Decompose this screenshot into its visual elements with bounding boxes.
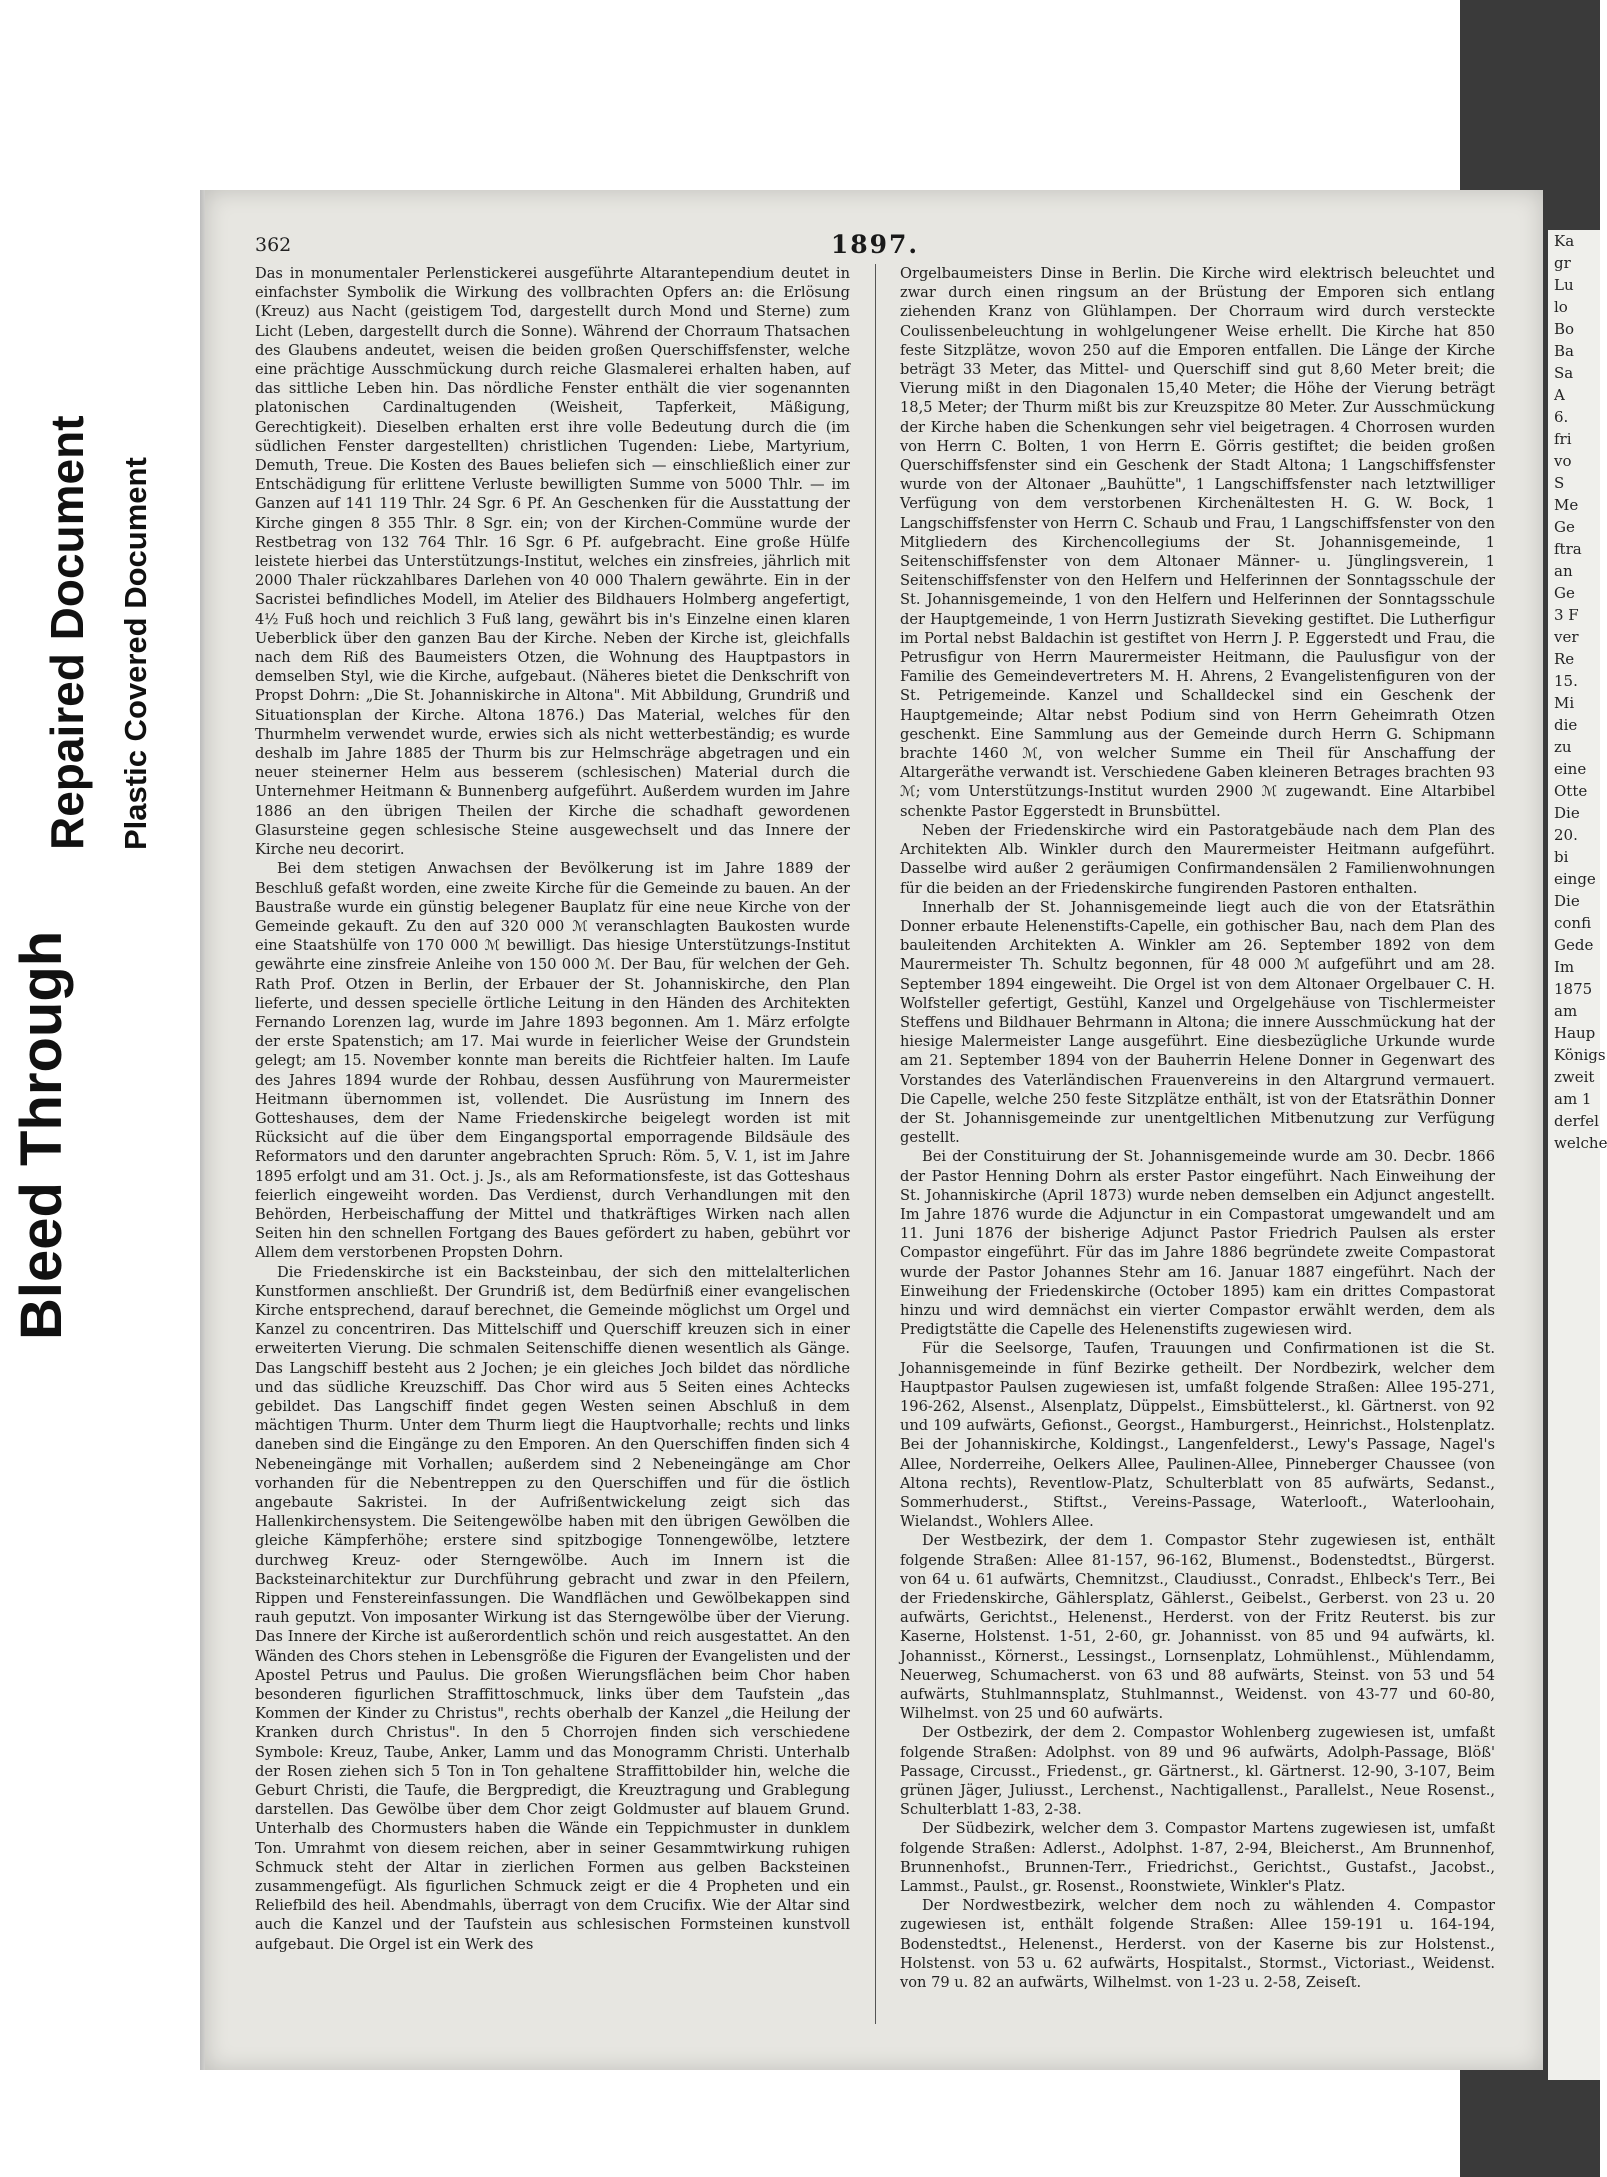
page-number: 362 xyxy=(255,234,292,256)
adjacent-page-line: Königs xyxy=(1554,1046,1606,1064)
adjacent-page-line: Ka xyxy=(1554,232,1575,250)
paragraph: Innerhalb der St. Johannisgemeinde liegt auch die von der Etatsräthin Donner erbaute Helenenstifts-Capelle, ein gothischer Bau, nach dem Plan des bauleitenden Architekten A. Winkler am 26. September 1892 von dem Maurermeister Th. Schultz begonnen, für 48 000 ℳ aufgeführt und am 28. September 1894 eingeweiht. Die Orgel ist von dem Altonaer Orgelbauer C. H. Wolfsteller gefertigt, Gestühl, Kanzel und Orgelgehäuse von Tischlermeister Steffens und Bildhauer Behrmann in Altona; die innere Ausschmückung hat der hiesige Malermeister Lange ausgeführt. Eine diesbezügliche Urkunde wurde am 21. September 1894 von der Bauherrin Helene Donner in Gegenwart des Vorstandes des Vaterländischen Frauenvereins in den Altargrund vermauert. Die Capelle, welche 250 feste Sitzplätze enthält, ist von der Etatsräthin Donner der St. Johannisgemeinde zur unentgeltlichen Mitbenutzung zur Verfügung gestellt. xyxy=(900,898,1495,1147)
page-header xyxy=(255,230,1495,264)
paragraph: Neben der Friedenskirche wird ein Pastoratgebäude nach dem Plan des Architekten Alb. Winkler durch den Maurermeister Heitmann aufgeführt. Dasselbe wird außer 2 geräumigen Confirmandensälen 2 Familienwohnungen für die beiden an der Friedenskirche fungirenden Pastoren enthalten. xyxy=(900,821,1495,897)
adjacent-page-line: Ge xyxy=(1554,518,1575,536)
adjacent-page-line: confi xyxy=(1554,914,1592,932)
adjacent-page-line: bi xyxy=(1554,848,1569,866)
adjacent-page-line: welche xyxy=(1554,1134,1607,1152)
left-column xyxy=(255,264,850,2024)
column-divider xyxy=(875,264,876,2024)
adjacent-page-line: Otte xyxy=(1554,782,1588,800)
adjacent-page-line: 1875 xyxy=(1554,980,1593,998)
adjacent-page-line: an xyxy=(1554,562,1573,580)
adjacent-page-line: A xyxy=(1554,386,1565,404)
adjacent-page-line: Die xyxy=(1554,892,1580,910)
right-column xyxy=(900,264,1495,2024)
adjacent-page-line: Haup xyxy=(1554,1024,1596,1042)
adjacent-page-line: Me xyxy=(1554,496,1579,514)
adjacent-page-line: ftra xyxy=(1554,540,1582,558)
adjacent-page-line: S xyxy=(1554,474,1565,492)
adjacent-page-line: 6. xyxy=(1554,408,1569,426)
adjacent-page-fragment xyxy=(1548,230,1607,2080)
label-repaired-document: Repaired Document xyxy=(41,415,93,850)
adjacent-page-line: 15. xyxy=(1554,672,1578,690)
adjacent-page-line: Re xyxy=(1554,650,1575,668)
paragraph: Bei der Constituirung der St. Johannisgemeinde wurde am 30. Decbr. 1866 der Pastor Henning Dohrn als erster Pastor eingeführt. Nach Einweihung der St. Johanniskirche (April 1873) wurde neben demselben ein Adjunct angestellt. Im Jahre 1876 wurde die Adjunctur in ein Compastorat umgewandelt und am 11. Juni 1876 der bisherige Adjunct Pastor Friedrich Paulsen als erster Compastor eingeführt. Für das im Jahre 1886 begründete zweite Compastorat wurde der Pastor Johannes Stehr am 16. Januar 1887 eingeführt. Nach der Einweihung der Friedenskirche (October 1895) kam ein drittes Compastorat hinzu und wird demnächst ein vierter Compastor erwählt werden, dem als Predigtstätte die Capelle des Helenenstifts zugewiesen wird. xyxy=(900,1148,1495,1339)
adjacent-page-line: Gede xyxy=(1554,936,1594,954)
paragraph: Der Westbezirk, der dem 1. Compastor Stehr zugewiesen ist, enthält folgende Straßen: Allee 81-157, 96-162, Blumenst., Bodenstedtst., Bürgerst. von 64 u. 61 aufwärts, Chemnitzst., Claudiusst., Conradst., Ehlbeck's Terr., Bei der Friedenskirche, Gählersplatz, Gählerst., Geibelst., Gerberst. von 23 u. 20 aufwärts, Gerichtst., Helenenst., Herderst. von der Fritz Reuterst. bis zur Kaserne, Holstenst. 1-51, 2-60, gr. Johannisst. von 85 und 94 aufwärts, kl. Johannisst., Körnerst., Lessingst., Lornsenplatz, Lohmühlenst., Mühlendamm, Neuerweg, Schumacherst. von 63 und 88 aufwärts, Steinst. von 53 und 54 aufwärts, Stuhlmannsplatz, Stuhlmannst., Weidenst. von 43-77 und 60-80, Wilhelmst. von 25 und 60 aufwärts. xyxy=(900,1532,1495,1723)
book-page xyxy=(205,190,1543,2070)
paragraph: Der Ostbezirk, der dem 2. Compastor Wohlenberg zugewiesen ist, umfaßt folgende Straßen: Adolphst. von 89 und 96 aufwärts, Adolph-Passage, Blöß' Passage, Circusst., Friedenst., gr. Gärtnerst., kl. Gärtnerst. 12-90, 3-107, Beim grünen Jäger, Juliusst., Lerchenst., Nachtigallenst., Parallelst., Neue Rosenst., Schulterblatt 1-83, 2-38. xyxy=(900,1724,1495,1819)
adjacent-page-line: Im xyxy=(1554,958,1575,976)
adjacent-page-line: zu xyxy=(1554,738,1572,756)
adjacent-page-line: 20. xyxy=(1554,826,1578,844)
page-year-heading: 1897. xyxy=(830,230,920,259)
label-plastic-covered: Plastic Covered Document xyxy=(118,457,153,850)
adjacent-page-line: Ba xyxy=(1554,342,1574,360)
scan-background-top xyxy=(0,0,1600,190)
adjacent-page-line: ver xyxy=(1554,628,1579,646)
adjacent-page-line: einge xyxy=(1554,870,1596,888)
degradation-labels xyxy=(0,190,200,1370)
adjacent-page-line: am 1 xyxy=(1554,1090,1592,1108)
adjacent-page-line: die xyxy=(1554,716,1578,734)
paragraph: Das in monumentaler Perlenstickerei ausgeführte Altarantependium deutet in einfachster Symbolik die Wirkung des vollbrachten Opfers an: die Erlösung (Kreuz) aus Nacht (geistigem Tod, dargestellt durch Mond und Sterne) zum Licht (Leben, dargestellt durch die Sonne). Während der Chorraum Thatsachen des Glaubens andeutet, weisen die beiden großen Querschiffsfenster, welche eine prächtige Ausschmückung durch reiche Glasmalerei erhalten haben, auf das sittliche Leben hin. Das nördliche Fenster enthält die vier sogenannten platonischen Cardinaltugenden (Weisheit, Tapferkeit, Mäßigung, Gerechtigkeit). Dieselben erhalten erst ihre volle Bedeutung durch die (im südlichen Fenster dargestellten) christlichen Tugenden: Liebe, Martyrium, Demuth, Treue. Die Kosten des Baues beliefen sich — einschließlich einer zur Entschädigung für erlittene Verluste bewilligten Summe von 5000 Thlr. — im Ganzen auf 141 119 Thlr. 24 Sgr. 6 Pf. An Geschenken für die Ausstattung der Kirche gingen 8 355 Thlr. 8 Sgr. ein; von der Kirchen-Commüne wurde der Restbetrag von 132 764 Thlr. 16 Sgr. 6 Pf. aufgebracht. Eine große Hülfe leistete hierbei das Unterstützungs-Institut, welches ein zinsfreies, jährlich mit 2000 Thaler rückzahlbares Darlehen von 40 000 Thalern gewährte. Ein in der Sacristei befindliches Modell, im Atelier des Bildhauers Holmberg angefertigt, 4½ Fuß hoch und reichlich 3 Fuß lang, gewährt bis in's Einzelne einen klaren Ueberblick über den ganzen Bau der Kirche. Neben der Kirche ist, gleichfalls nach dem Riß des Baumeisters Otzen, die Wohnung des Hauptpastors in demselben Styl, wie die Kirche, aufgebaut. (Näheres bietet die Denkschrift von Propst Dohrn: „Die St. Johanniskirche in Altona". Mit Abbildung, Grundriß und Situationsplan der Kirche. Altona 1876.) Das Material, welches für den Thurmhelm verwendet wurde, erwies sich als nicht wetterbeständig; es wurde deshalb im Jahre 1885 der Thurm bis zur Helmschräge abgetragen und ein neuer steinerner Helm aus besserem (schlesischen) Material durch die Unternehmer Heitmann & Bunnenberg aufgeführt. Außerdem wurden im Jahre 1886 an den übrigen Theilen der Kirche die schadhaft gewordenen Glasursteine gegen schlesische Steine ausgewechselt und das Innere der Kirche neu decorirt. xyxy=(255,265,850,859)
adjacent-page-line: Sa xyxy=(1554,364,1574,382)
label-bleed-through: Bleed Through xyxy=(9,930,74,1340)
adjacent-page-line: Ge xyxy=(1554,584,1575,602)
paragraph: Der Südbezirk, welcher dem 3. Compastor Martens zugewiesen ist, umfaßt folgende Straßen: Adlerst., Adolphst. 1-87, 2-94, Bleicherst., Am Brunnenhof, Brunnenhofst., Brunnen-Terr., Friedrichst., Gerichtst., Gustafst., Jacobst., Lammst., Paulst., gr. Rosenst., Roonstwiete, Winkler's Platz. xyxy=(900,1820,1495,1896)
adjacent-page-line: eine xyxy=(1554,760,1587,778)
adjacent-page-line: 3 F xyxy=(1554,606,1579,624)
adjacent-page-line: derfel xyxy=(1554,1112,1599,1130)
adjacent-page-line: vo xyxy=(1554,452,1572,470)
adjacent-page-line: Die xyxy=(1554,804,1580,822)
adjacent-page-line: Bo xyxy=(1554,320,1575,338)
adjacent-page-line: fri xyxy=(1554,430,1572,448)
paragraph: Für die Seelsorge, Taufen, Trauungen und Confirmationen ist die St. Johannisgemeinde in fünf Bezirke getheilt. Der Nordbezirk, welcher dem Hauptpastor Paulsen zugewiesen ist, umfaßt folgende Straßen: Allee 195-271, 196-262, Alsenst., Alsenplatz, Düppelst., Eimsbüttelerst., kl. Gärtnerst. von 92 und 109 aufwärts, Gefionst., Georgst., Hamburgerst., Heinrichst., Holstenplatz. Bei der Johanniskirche, Koldingst., Langenfelderst., Lewy's Passage, Nagel's Allee, Norderreihe, Oelkers Allee, Paulinen-Allee, Pinneberger Chaussee (von Altona rechts), Reventlow-Platz, Schulterblatt von 85 aufwärts, Sedanst., Sommerhuderst., Stiftst., Vereins-Passage, Waterlooft., Waterloohain, Wielandst., Wohlers Allee. xyxy=(900,1340,1495,1531)
adjacent-page-line: am xyxy=(1554,1002,1578,1020)
paragraph: Bei dem stetigen Anwachsen der Bevölkerung ist im Jahre 1889 der Beschluß gefaßt worden, eine zweite Kirche für die Gemeinde zu bauen. An der Baustraße wurde ein günstig belegener Bauplatz für eine neue Kirche von der Gemeinde gekauft. Zu den auf 320 000 ℳ veranschlagten Baukosten wurde eine Staatshülfe von 170 000 ℳ bewilligt. Das hiesige Unterstützungs-Institut gewährte eine zinsfreie Anleihe von 150 000 ℳ. Der Bau, für welchen der Geh. Rath Prof. Otzen in Berlin, der Erbauer der St. Johanniskirche, den Plan lieferte, und dessen specielle örtliche Leitung in den Händen des Architekten Fernando Lorenzen lag, wurde im Jahre 1893 begonnen. Am 1. März erfolgte der erste Spatenstich; am 17. Mai wurde in feierlicher Weise der Grundstein gelegt; am 15. November konnte man bereits die Richtfeier halten. Im Laufe des Jahres 1894 wurde der Rohbau, dessen Ausführung von Maurermeister Heitmann übernommen ist, vollendet. Die Ausrüstung im Innern des Gotteshauses, dem der Name Friedenskirche beigelegt worden ist mit Rücksicht auf die über dem Eingangsportal emporragende Bildsäule des Reformators und den darunter angebrachten Spruch: Röm. 5, V. 1, ist im Jahre 1895 erfolgt und am 31. Oct. j. Js., als am Reformationsfeste, ist das Gotteshaus feierlich eingeweiht worden. Das Verdienst, durch Verhandlungen mit den Behörden, Herbeischaffung der Mittel und thatkräftiges Wirken nach allen Seiten hin den schnellen Fortgang des Baues gefördert zu haben, gebührt vor Allem dem verstorbenen Propsten Dohrn. xyxy=(255,860,850,1262)
adjacent-page-line: Mi xyxy=(1554,694,1575,712)
paragraph: Der Nordwestbezirk, welcher dem noch zu wählenden 4. Compastor zugewiesen ist, enthält folgende Straßen: Allee 159-191 u. 164-194, Bodenstedtst., Helenenst., Herderst. von der Kaserne bis zur Holstenst., Holstenst. von 53 u. 62 aufwärts, Hospitalst., Stormst., Victoriast., Weidenst. von 79 u. 82 an aufwärts, Wilhelmst. von 1-23 u. 2-58, Zeiseſt. xyxy=(900,1897,1495,1992)
adjacent-page-line: Lu xyxy=(1554,276,1574,294)
page-content xyxy=(255,230,1495,2030)
adjacent-page-line: gr xyxy=(1554,254,1571,272)
text-columns xyxy=(255,264,1495,2024)
adjacent-page-line: lo xyxy=(1554,298,1568,316)
adjacent-page-line: zweit xyxy=(1554,1068,1595,1086)
paragraph: Orgelbaumeisters Dinse in Berlin. Die Kirche wird elektrisch beleuchtet und zwar durch einen ringsum an der Brüstung der Emporen sich entlang ziehenden Kranz von Glühlampen. Der Chorraum wird durch versteckte Coulissenbeleuchtung in wohlgelungener Weise erhellt. Die Kirche hat 850 feste Sitzplätze, wovon 250 auf die Emporen entfallen. Die Länge der Kirche beträgt 33 Meter, das Mittel- und Querschiff sind gut 8,60 Meter breit; die Vierung mißt in den Diagonalen 15,40 Meter; die Höhe der Vierung beträgt 18,5 Meter; der Thurm mißt bis zur Kreuzspitze 80 Meter. Zur Ausschmückung der Kirche haben die Schenkungen sehr viel beigetragen. 4 Chorrosen wurden von Herrn C. Bolten, 1 von Herrn E. Görris gestiftet; die beiden großen Querschiffsfenster sind ein Geschenk der Stadt Altona; 1 Langschiffsfenster wurde von der Altonaer „Bauhütte", 1 Langschiffsfenster nach letztwilliger Verfügung von dem verstorbenen Kirchenältesten H. G. W. Bock, 1 Langschiffsfenster von Herrn C. Schaub und Frau, 1 Langschiffsfenster von den Mitgliedern des Kirchencollegiums der St. Johannisgemeinde, 1 Seitenschiffsfenster von dem Altonaer Männer- u. Jünglingsverein, 1 Seitenschiffsfenster von den Helfern und Helferinnen der Sonntagsschule der St. Johannisgemeinde, 1 von den Helfern und Helferinnen der Sonntagsschule der Hauptgemeinde, 1 von Herrn Justizrath Sieveking gestiftet. Die Lutherfigur im Portal nebst Baldachin ist gestiftet von Herrn J. P. Eggerstedt und Frau, die Petrusfigur von Herrn Maurermeister Heitmann, die Paulusfigur von der Familie des Gemeindevertreters M. H. Ahrens, 2 Evangelistenfiguren von der St. Petrigemeinde. Kanzel und Schalldeckel sind ein Geschenk der Hauptgemeinde; Altar nebst Podium sind von Herrn Geheimrath Otzen geschenkt. Eine Sammlung aus der Gemeinde durch Herrn G. Schipmann brachte 1460 ℳ, von welcher Summe ein Theil für Anschaffung der Altargeräthe verwandt ist. Verschiedene Gaben kleineren Betrages brachten 93 ℳ; vom Unterstützungs-Institut wurden 2900 ℳ zugewandt. Eine Altarbibel schenkte Pastor Eggerstedt in Brunsbüttel. xyxy=(900,265,1495,820)
paragraph: Die Friedenskirche ist ein Backsteinbau, der sich den mittelalterlichen Kunstformen anschließt. Der Grundriß ist, dem Bedürfniß einer evangelischen Kirche entsprechend, darauf berechnet, die Gemeinde möglichst um Orgel und Kanzel zu concentriren. Das Mittelschiff und Querschiff kreuzen sich in einer erweiterten Vierung. Die schmalen Seitenschiffe dienen wesentlich als Gänge. Das Langschiff besteht aus 2 Jochen; je ein gleiches Joch bildet das nördliche und das südliche Kreuzschiff. Das Chor wird aus 5 Seiten eines Achtecks gebildet. Das Langschiff findet gegen Westen seinen Abschluß in dem mächtigen Thurm. Unter dem Thurm liegt die Hauptvorhalle; rechts und links daneben sind die Eingänge zu den Emporen. An den Querschiffen finden sich 4 Nebeneingänge mit Vorhallen; außerdem sind 2 Nebeneingänge am Chor vorhanden für die Nebentreppen zu den Querschiffen und für die östlich angebaute Sakristei. In der Aufrißentwickelung zeigt sich das Hallenkirchensystem. Die Seitengewölbe haben mit den übrigen Gewölben die gleiche Kämpferhöhe; erstere sind spitzbogige Tonnengewölbe, letztere durchweg Kreuz- oder Sterngewölbe. Auch im Innern ist die Backsteinarchitektur zur Durchführung gebracht und zwar in den Pfeilern, Rippen und Fenstereinfassungen. Die Wandflächen und Gewölbekappen sind rauh geputzt. Von imposanter Wirkung ist das Sterngewölbe über der Vierung. Das Innere der Kirche ist außerordentlich schön und reich ausgestattet. An den Wänden des Chors stehen in Lebensgröße die Figuren der Evangelisten und der Apostel Petrus und Paulus. Die großen Wierungsflächen beim Chor haben besonderen figurlichen Straffittoschmuck, links über dem Taufstein „das Kommen der Kinder zu Christus", rechts oberhalb der Kanzel „die Heilung der Kranken durch Christus". In den 5 Chorrojen finden sich verschiedene Symbole: Kreuz, Taube, Anker, Lamm und das Monogramm Christi. Unterhalb der Rosen ziehen sich 5 Ton in Ton gehaltene Straffittobilder hin, welche die Geburt Christi, die Taufe, die Bergpredigt, die Kreuztragung und Grablegung darstellen. Das Gewölbe über dem Chor zeigt Goldmuster auf blauem Grund. Unterhalb des Chormusters haben die Wände ein Teppichmuster in dunklem Ton. Umrahmt von diesem reichen, aber in seiner Gesammtwirkung ruhigen Schmuck steht der Altar in zierlichen Formen aus gelben Backsteinen zusammengefügt. Als figurlichen Schmuck zeigt er die 4 Propheten und ein Reliefbild des heil. Abendmahls, überragt von dem Crucifix. Wie der Altar sind auch die Kanzel und der Taufstein aus schlesischen Formsteinen kunstvoll aufgebaut. Die Orgel ist ein Werk des xyxy=(255,1263,850,1953)
